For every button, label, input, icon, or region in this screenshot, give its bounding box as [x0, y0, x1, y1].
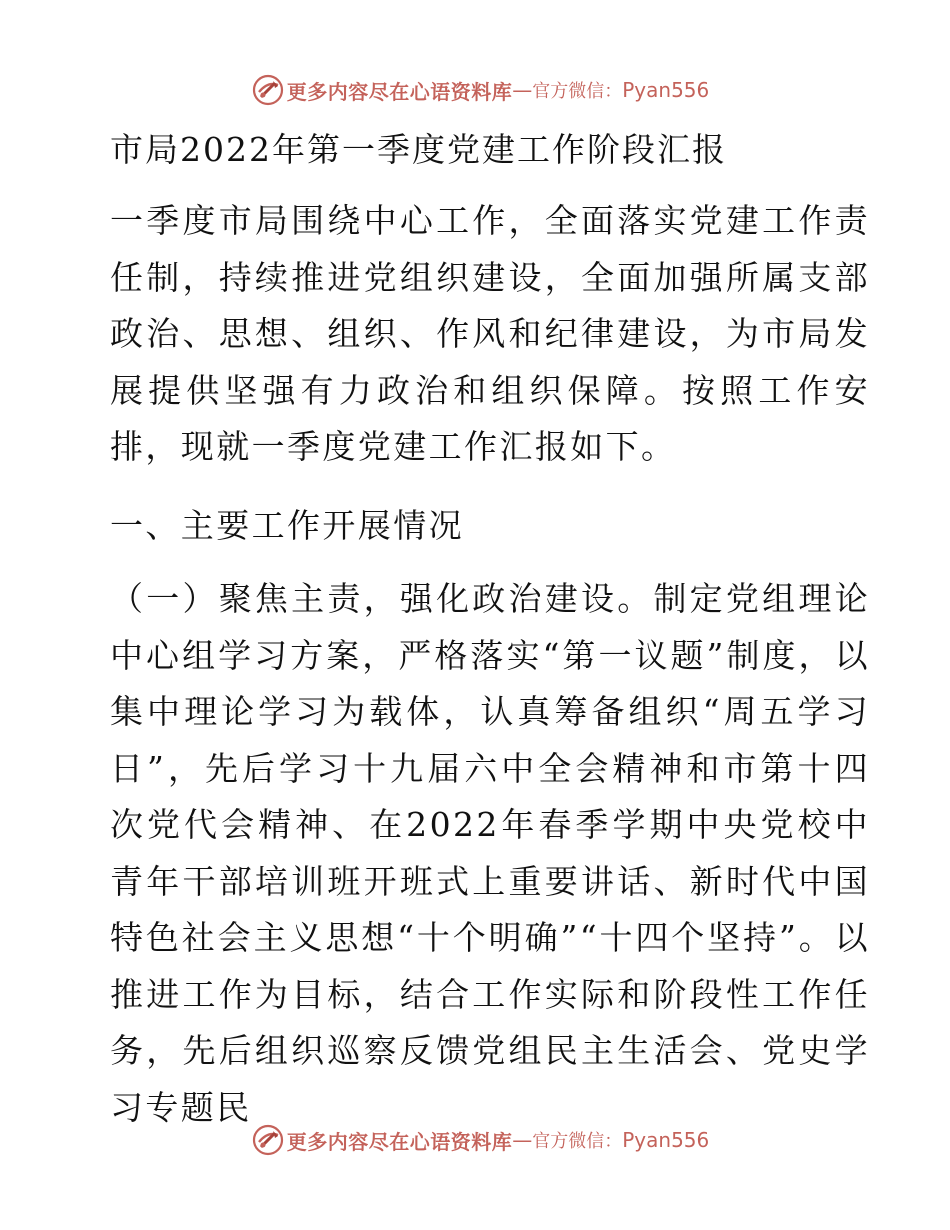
- intro-paragraph: 一季度市局围绕中心工作，全面落实党建工作责任制，持续推进党组织建设，全面加强所属支部政治、思想、组织、作风和纪律建设，为市局发展提供坚强有力政治和组织保障。按照工作安排，现就一季度党建工作汇报如下。: [110, 201, 870, 466]
- document-title: 市局2022年第一季度党建工作阶段汇报: [110, 130, 727, 169]
- section-paragraph: （一）聚焦主责，强化政治建设。制定党组理论中心组学习方案，严格落实“第一议题”制度，以集中理论学习为载体，认真筹备组织“周五学习日”，先后学习十九届六中全会精神和市第十四次党代会精神、在2022年春季学期中央党校中青年干部培训班开班式上重要讲话、新时代中国特色社会主义思想“十个明确”“十四个坚持”。以推进工作为目标，结合工作实际和阶段性工作任务，先后组织巡察反馈党组民主生活会、党史学习专题民: [110, 579, 870, 1127]
- banner-wechat-id: Pyan556: [622, 78, 710, 102]
- section-heading: 一、主要工作开展情况: [110, 506, 464, 545]
- book-pen-logo-icon: [251, 73, 285, 107]
- book-pen-logo-icon: [251, 1123, 285, 1157]
- banner-wechat-label: 官方微信：: [532, 1131, 623, 1152]
- banner-dash: —: [512, 78, 533, 102]
- banner-wechat-id: Pyan556: [622, 1128, 710, 1152]
- banner-wechat-label: 官方微信：: [532, 81, 623, 102]
- header-watermark-banner: [0, 70, 950, 110]
- banner-dash: —: [512, 1128, 533, 1152]
- banner-text: 更多内容尽在心语资料库: [286, 79, 513, 104]
- banner-text: 更多内容尽在心语资料库: [286, 1129, 513, 1154]
- footer-watermark-banner: [0, 1120, 950, 1160]
